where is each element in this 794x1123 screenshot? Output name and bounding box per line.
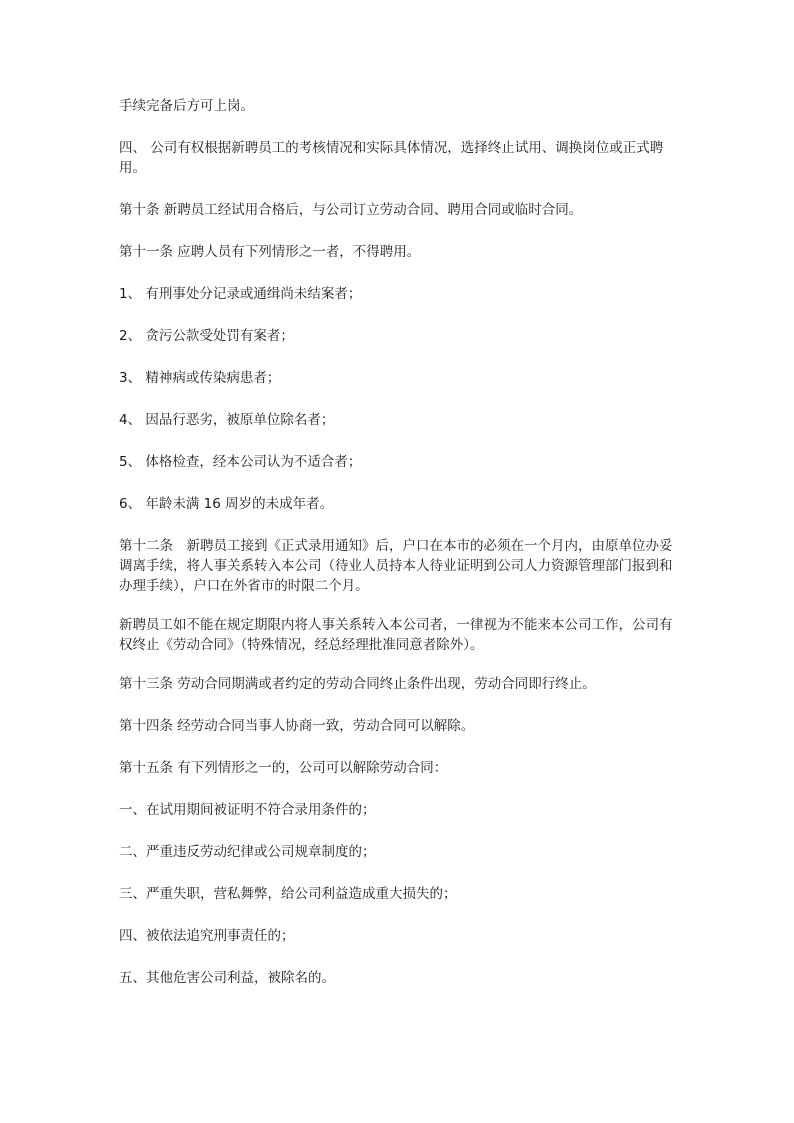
paragraph: 第十四条 经劳动合同当事人协商一致，劳动合同可以解除。 xyxy=(119,718,475,734)
list-item: 5、 体格检查，经本公司认为不适合者； xyxy=(119,454,362,470)
list-item: 五、其他危害公司利益，被除名的。 xyxy=(119,970,335,986)
list-item: 二、严重违反劳动纪律或公司规章制度的； xyxy=(119,844,376,860)
list-item: 1、 有刑事处分记录或通缉尚未结案者； xyxy=(119,286,362,302)
paragraph: 第十条 新聘员工经试用合格后，与公司订立劳动合同、聘用合同或临时合同。 xyxy=(119,202,583,218)
list-item: 3、 精神病或传染病患者； xyxy=(119,370,281,386)
document-page xyxy=(119,96,679,1010)
list-item: 四、被依法追究刑事责任的； xyxy=(119,928,295,944)
list-item: 6、 年龄未满 16 周岁的未成年者。 xyxy=(119,496,334,512)
list-item: 三、严重失职，营私舞弊，给公司利益造成重大损失的； xyxy=(119,886,457,902)
list-item: 一、在试用期间被证明不符合录用条件的； xyxy=(119,802,376,818)
list-item: 4、 因品行恶劣，被原单位除名者； xyxy=(119,412,335,428)
paragraph: 第十三条 劳动合同期满或者约定的劳动合同终止条件出现，劳动合同即行终止。 xyxy=(119,676,596,692)
paragraph: 第十一条 应聘人员有下列情形之一者，不得聘用。 xyxy=(119,244,421,260)
list-item: 2、 贪污公款受处罚有案者； xyxy=(119,328,294,344)
paragraph: 四、 公司有权根据新聘员工的考核情况和实际具体情况，选择终止试用、调换岗位或正式聘用。 xyxy=(119,140,664,176)
paragraph: 手续完备后方可上岗。 xyxy=(119,98,254,114)
paragraph: 第十五条 有下列情形之一的，公司可以解除劳动合同： xyxy=(119,760,448,776)
paragraph: 第十二条 新聘员工接到《正式录用通知》后，户口在本市的必须在一个月内，由原单位办妥调离手续，将人事关系转入本公司（待业人员持本人待业证明到公司人力资源管理部门报到和办理手续），户口在外省市的时限二个月。 xyxy=(119,538,673,594)
paragraph: 新聘员工如不能在规定期限内将人事关系转入本公司者，一律视为不能来本公司工作，公司有权终止《劳动合同》（特殊情况，经总经理批准同意者除外）。 xyxy=(119,617,673,653)
